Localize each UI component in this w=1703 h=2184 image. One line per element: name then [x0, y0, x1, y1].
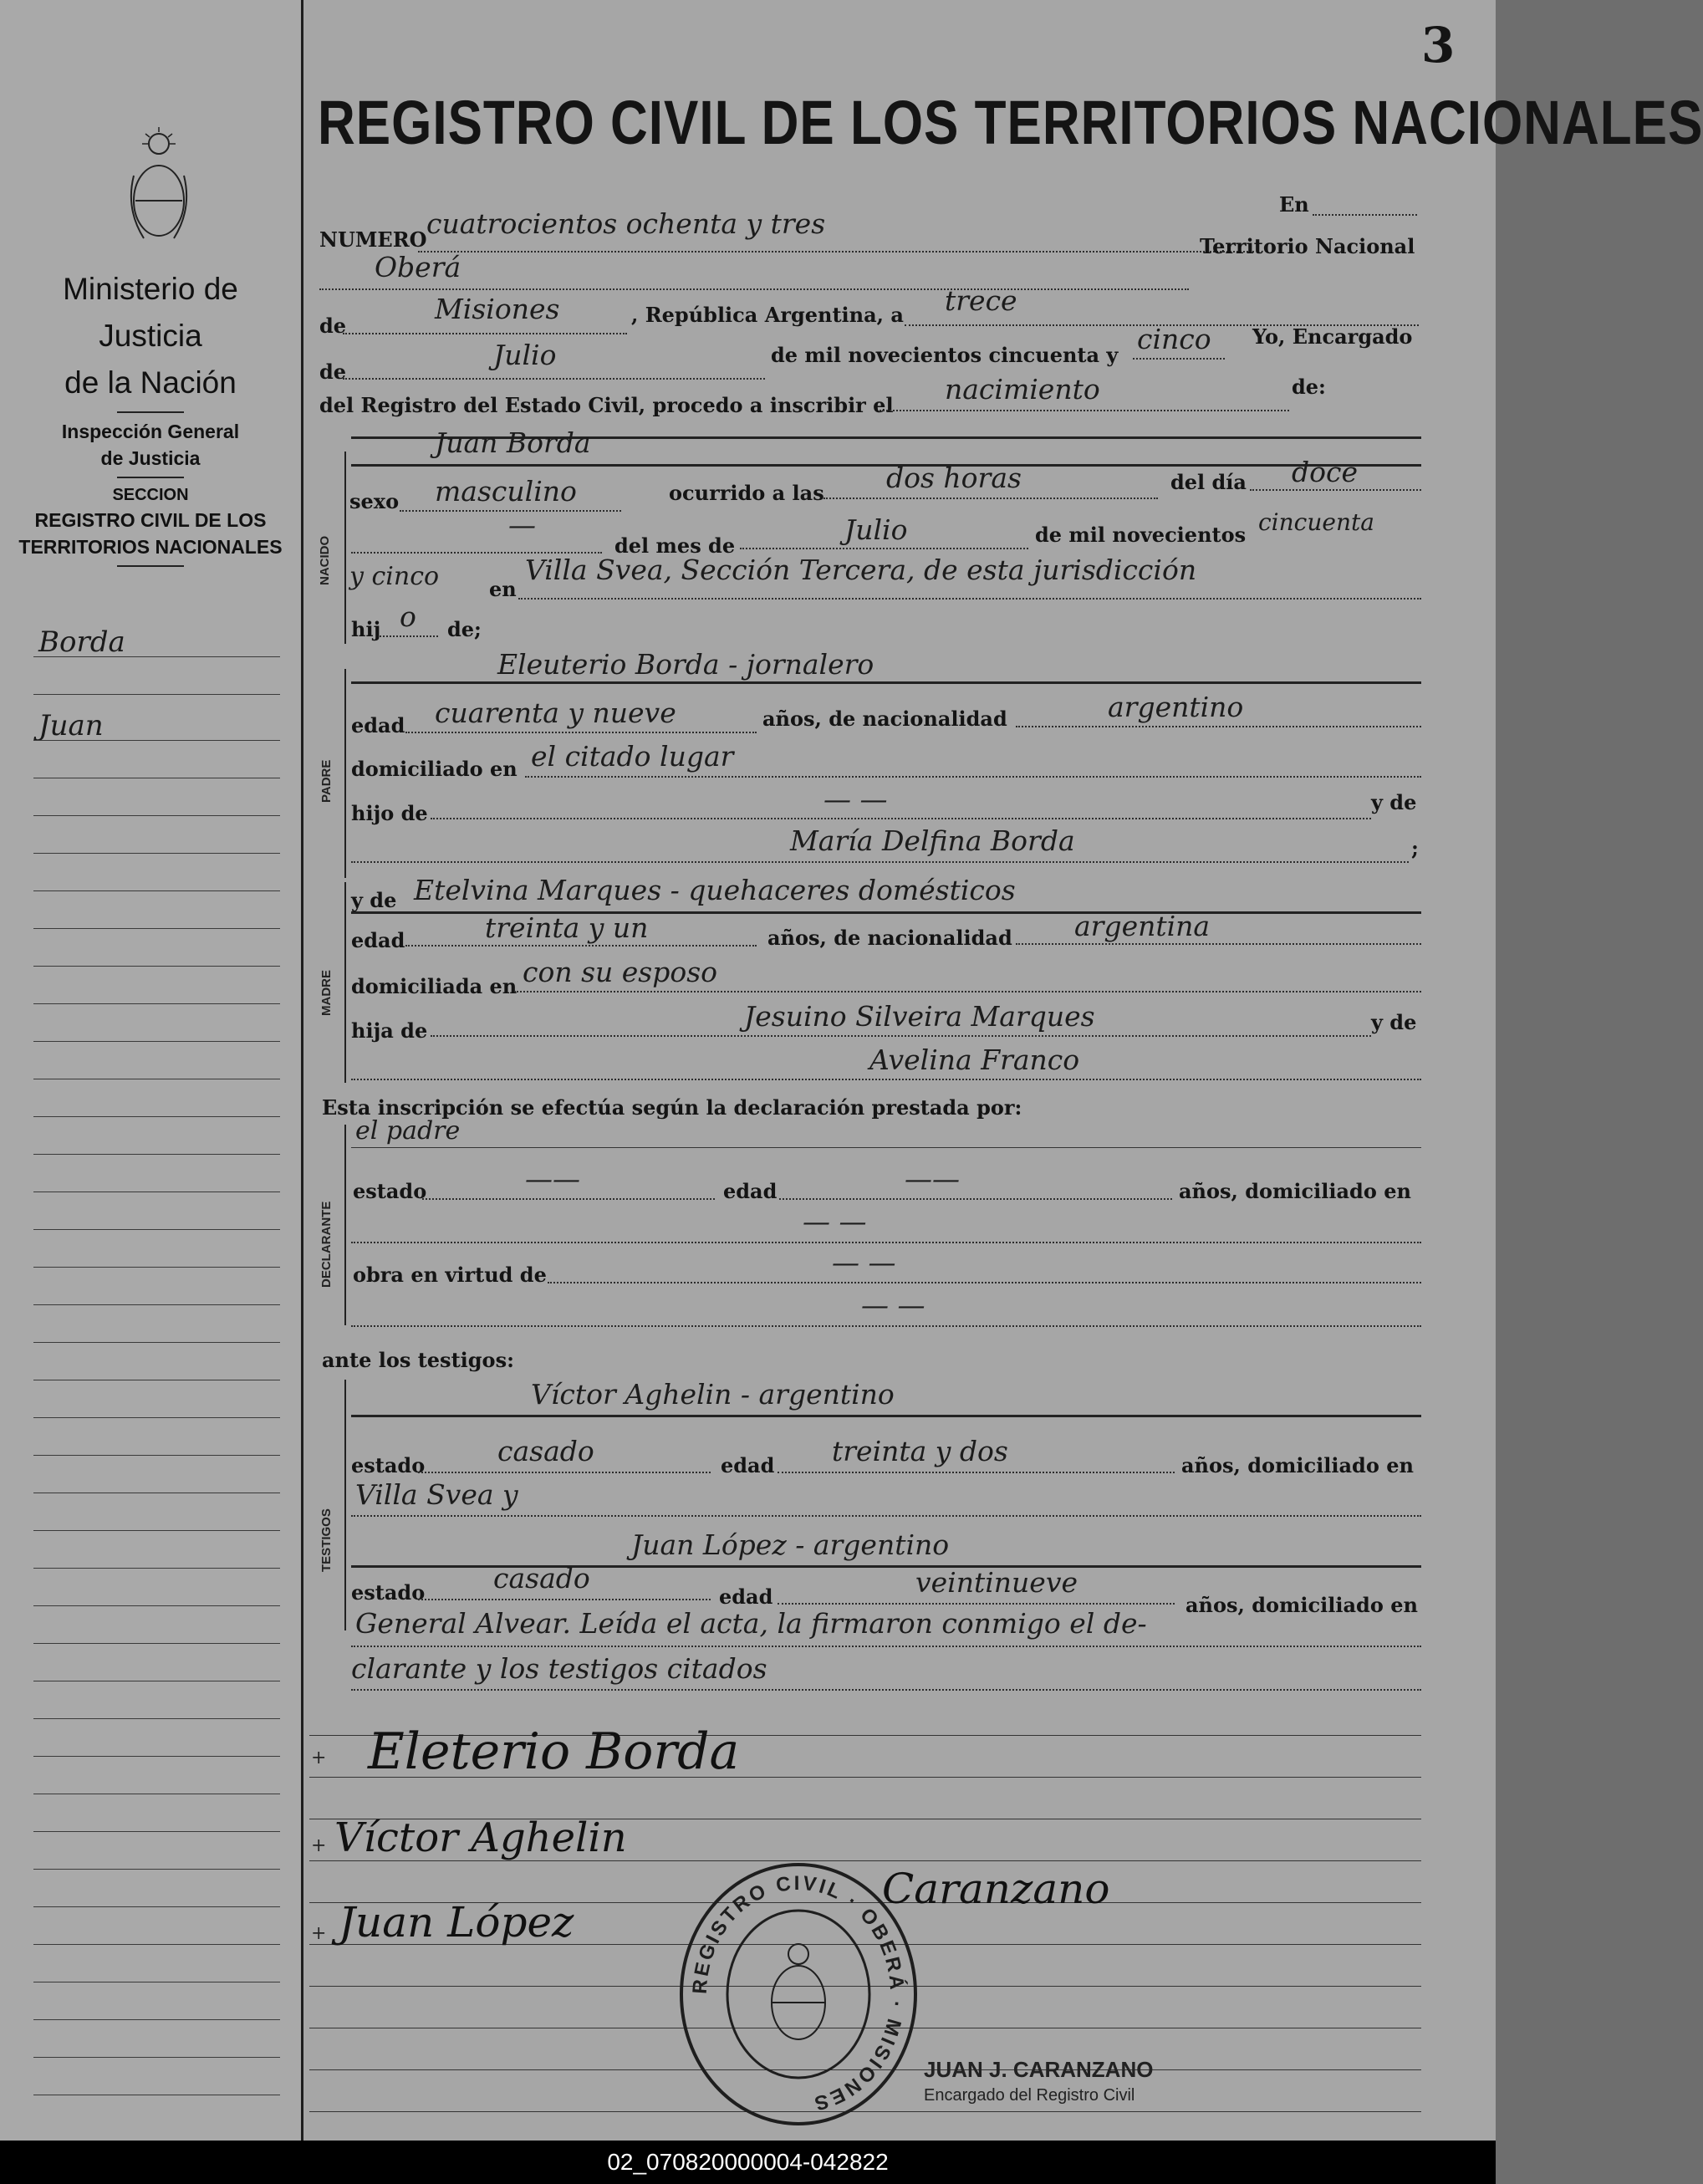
testigo2-estado-label: estado: [351, 1580, 426, 1605]
padre-edad-value: cuarenta y nueve: [435, 697, 676, 729]
padre-yde-label: y de: [1371, 790, 1417, 814]
stamp-text: REGISTRO CIVIL · OBERÁ · MISIONES: [688, 1871, 909, 2115]
testigo1-edad-value: treinta y dos: [832, 1435, 1008, 1467]
ministry-name: Ministerio de Justicia: [63, 272, 238, 353]
declarante-intro: Esta inscripción se efectúa según la declaración prestada por:: [322, 1095, 1022, 1120]
registry-stamp-icon: [673, 1860, 924, 2128]
section-name-1: REGISTRO CIVIL DE LOS: [34, 509, 267, 531]
de-colon-label: de:: [1292, 375, 1326, 399]
testigo2-dom-value: General Alvear. Leída el acta, la firmaron conmigo el de-: [355, 1607, 1147, 1640]
testigo2-name: Juan López - argentino: [631, 1528, 950, 1561]
testigo2-edad-label: edad: [719, 1584, 773, 1609]
year-label: de mil novecientos cincuenta y: [771, 343, 1119, 367]
madre-hija-label: hija de: [351, 1018, 428, 1043]
madre-dom-label: domiciliada en: [351, 974, 518, 998]
territorio-label: Territorio Nacional: [1200, 234, 1415, 258]
testigo1-dom-label: años, domiciliado en: [1181, 1453, 1414, 1477]
madre-dom-value: con su esposo: [523, 956, 718, 988]
document-id-footer: 02_070820000004-042822: [0, 2141, 1496, 2184]
padre-section-label: PADRE: [319, 759, 334, 803]
padre-hijo-value: — —: [823, 783, 888, 815]
anio-label: de mil novecientos: [1035, 523, 1247, 547]
signature-father: Eleterio Borda: [368, 1722, 740, 1781]
abuela-materna: Avelina Franco: [869, 1044, 1080, 1076]
act-value: nacimiento: [945, 373, 1100, 406]
madre-nac-label: años, de nacionalidad: [767, 926, 1012, 950]
declarante-section-label: DECLARANTE: [319, 1201, 334, 1288]
de-label-1: de: [319, 314, 347, 338]
testigo1-estado-label: estado: [351, 1453, 426, 1477]
testigo2-dom-label: años, domiciliado en: [1185, 1593, 1418, 1617]
padre-hijo-label: hijo de: [351, 801, 428, 825]
padre-dom-value: el citado lugar: [531, 740, 734, 773]
testigo2-estado-value: casado: [493, 1562, 590, 1595]
civil-registry-page: Ministerio de Justicia de la Nación Inspección General de Justicia SECCION REGISTRO CIVIL DE LOS TERRITORIOS NACIONALES Borda Juan 3 REGISTRO CIVIL DE LOS TERRITORIOS NACIONALES NUMERO cuatrocientos ochenta y tres En Oberá Territorio Nacional de Misiones , República Argentina, a trece de Julio de mil novecientos cincuenta y cinco Yo, Encargado del Registro del Estado Civil, procedo a inscribir el nacimiento de: NACIDO Juan Borda sexo masculino ocurrido a las dos horas del día doce — del mes de Julio de mil novecientos cincuenta y cinco en Villa Svea, Sección Tercera, de esta jurisdicción hij o de; PADRE Eleuterio Borda - jornalero edad cuarenta y nueve años, de nacionalidad argentino domiciliado en el citado lugar hijo de — — y de María Delfina Borda ; MADRE y de Etelvina Marques - quehaceres domésticos edad treinta y un años, de nacionalidad argentina domiciliada en con su esposo hija de Jesuino Silveira Marques y de Avelina Franco Esta inscripción se efectúa según la declaración prestada por: DECLARANTE el padre estado —— edad —— años, domiciliado en — — obra en virtud de — — — — ante los testigos: TESTIGOS Víctor Aghelin - argentino estado casado edad treinta y dos años, domiciliado en Villa Svea y Juan López - argentino estado casado edad veintinueve años, domiciliado en General Alvear. Leída el acta, la firmaron conmigo el de- clarante y los testigos citados + Eleterio Borda + Víctor Aghelin + Juan López Caranzano REGISTRO CIVIL · OBERÁ · MISIONES JUAN J. CARANZANO Encargado del Registro Civil: [0, 0, 1496, 2141]
year-value: cinco: [1137, 323, 1211, 355]
nacido-name: Juan Borda: [435, 426, 591, 459]
de-label-2: de: [319, 360, 347, 384]
signature-witness-2: Juan López: [339, 1898, 574, 1947]
padre-semicolon: ;: [1411, 836, 1419, 860]
hora-value: dos horas: [886, 462, 1022, 494]
declarante-obra-value: — —: [832, 1246, 896, 1278]
declarante-name: el padre: [355, 1116, 461, 1146]
testigo1-estado-value: casado: [497, 1435, 594, 1467]
mes-label: del mes de: [614, 533, 736, 558]
madre-yde2-label: y de: [1371, 1010, 1417, 1034]
nacido-section-label: NACIDO: [318, 535, 332, 585]
inspection-name-2: de Justicia: [100, 447, 201, 469]
nacido-dash: —: [508, 508, 536, 541]
mes-value: Julio: [844, 513, 908, 546]
madre-section-label: MADRE: [319, 970, 334, 1016]
hijo-label: hij: [351, 617, 381, 641]
intro-label: del Registro del Estado Civil, procedo a inscribir el: [319, 393, 894, 417]
ministry-name-2: de la Nación: [64, 365, 237, 400]
encargado-label: Yo, Encargado: [1252, 324, 1413, 349]
testigo1-name: Víctor Aghelin - argentino: [531, 1378, 895, 1411]
numero-label: NUMERO: [319, 227, 427, 252]
padre-edad-label: edad: [351, 713, 405, 737]
declarante-edad-label: edad: [723, 1179, 778, 1203]
padre-name: Eleuterio Borda - jornalero: [497, 648, 874, 681]
document-title: REGISTRO CIVIL DE LOS TERRITORIOS NACIONALES: [318, 89, 1703, 158]
sidebar-given-name: Juan: [38, 709, 104, 742]
sidebar-surname: Borda: [38, 625, 125, 659]
en-label: En: [1279, 192, 1309, 217]
signature-witness-1: Víctor Aghelin: [334, 1814, 627, 1861]
padre-dom-label: domiciliado en: [351, 757, 518, 781]
ministry-heading: [17, 266, 284, 572]
hijo-de-label: de;: [447, 617, 482, 641]
dia-label: del día: [1170, 470, 1247, 494]
declarante-estado-label: estado: [353, 1179, 427, 1203]
testigo1-edad-label: edad: [721, 1453, 775, 1477]
madre-edad-label: edad: [351, 928, 405, 952]
page-number: 3: [1421, 17, 1456, 74]
numero-value: cuatrocientos ochenta y tres: [426, 207, 826, 240]
declarante-edad-value: ——: [905, 1162, 960, 1195]
abuela-paterna: María Delfina Borda: [790, 824, 1075, 857]
padre-nac-value: argentino: [1108, 691, 1244, 723]
inspection-name: Inspección General: [61, 421, 240, 442]
month-value: Julio: [493, 339, 557, 371]
declarante-dom-label: años, domiciliado en: [1179, 1179, 1411, 1203]
declarante-extra-value: — —: [861, 1288, 925, 1321]
officer-name: JUAN J. CARANZANO: [924, 2057, 1154, 2082]
anio-value-2: y cinco: [349, 562, 440, 591]
place-value: Oberá: [375, 251, 461, 283]
section-name-2: TERRITORIOS NACIONALES: [18, 536, 283, 558]
testigos-intro: ante los testigos:: [322, 1348, 514, 1372]
ocurrido-label: ocurrido a las: [669, 481, 824, 505]
lugar-value: Villa Svea, Sección Tercera, de esta jurisdicción: [525, 554, 1197, 586]
madre-yde-label: y de: [351, 888, 397, 912]
madre-edad-value: treinta y un: [485, 911, 649, 944]
closing-text: clarante y los testigos citados: [351, 1652, 767, 1685]
testigo1-dom-value: Villa Svea y: [355, 1478, 518, 1511]
madre-name: Etelvina Marques - quehaceres domésticos: [414, 874, 1016, 906]
declarante-obra-label: obra en virtud de: [353, 1263, 547, 1287]
signature-official: Caranzano: [882, 1865, 1110, 1913]
day-value: trece: [945, 284, 1017, 317]
madre-nac-value: argentina: [1074, 910, 1211, 942]
hijo-value: o: [400, 600, 416, 633]
declarante-dom-value: — —: [803, 1205, 867, 1237]
section-label: SECCION: [112, 486, 189, 504]
testigos-section-label: TESTIGOS: [319, 1508, 334, 1572]
sexo-label: sexo: [349, 489, 400, 513]
declarante-estado-value: ——: [525, 1162, 580, 1195]
dia-value: doce: [1292, 456, 1359, 488]
argentine-coat-of-arms-icon: [125, 125, 192, 251]
abuelo-materno: Jesuino Silveira Marques: [744, 1000, 1095, 1033]
officer-title: Encargado del Registro Civil: [924, 2086, 1135, 2105]
testigo2-edad-value: veintinueve: [915, 1566, 1078, 1599]
left-margin-column: [0, 0, 303, 2141]
province-value: Misiones: [435, 293, 560, 325]
sexo-value: masculino: [435, 475, 577, 508]
nacido-en-label: en: [489, 577, 517, 601]
anio-value: cincuenta: [1258, 508, 1374, 536]
republica-label: , República Argentina, a: [631, 303, 904, 327]
padre-nac-label: años, de nacionalidad: [762, 707, 1007, 731]
